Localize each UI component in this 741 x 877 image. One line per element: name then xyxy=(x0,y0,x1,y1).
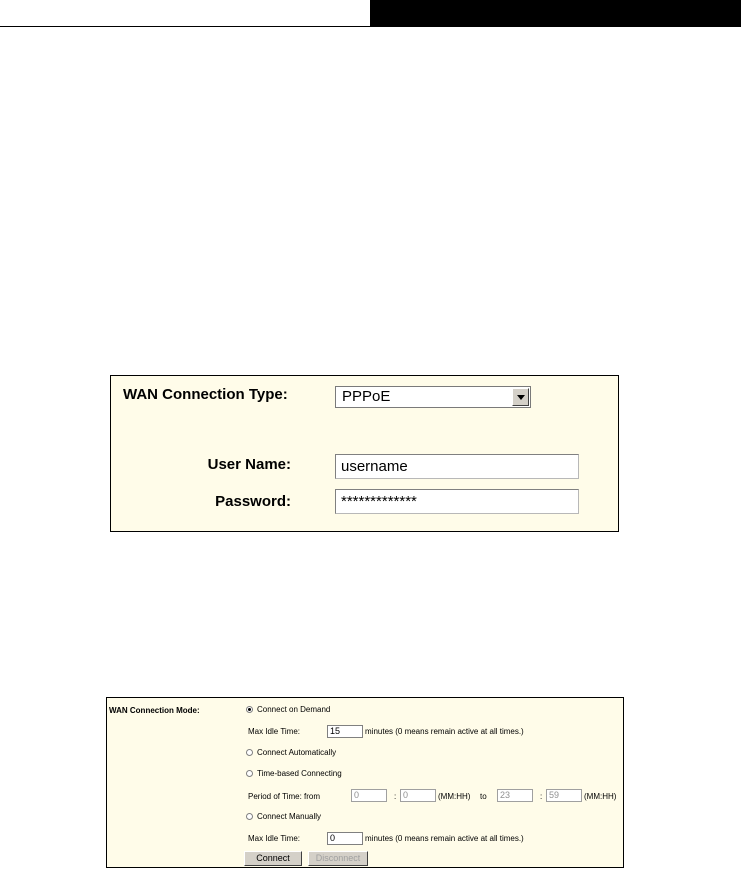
password-label: Password: xyxy=(215,493,291,510)
from-mmhh-label: (MM:HH) xyxy=(438,792,471,801)
from-colon: : xyxy=(394,792,397,801)
wan-connection-mode-label: WAN Connection Mode: xyxy=(109,706,200,715)
pppoe-settings-panel xyxy=(110,375,619,532)
header-bar xyxy=(370,0,741,26)
option-connect-on-demand-label: Connect on Demand xyxy=(257,705,331,714)
radio-connect-on-demand[interactable] xyxy=(246,706,253,713)
to-minute-input[interactable]: 59 xyxy=(546,789,582,802)
to-colon: : xyxy=(540,792,543,801)
wan-connection-type-label: WAN Connection Type: xyxy=(123,386,288,403)
minutes-note-manual: minutes (0 means remain active at all times.) xyxy=(365,834,524,843)
max-idle-time-label-manual: Max Idle Time: xyxy=(248,834,301,843)
max-idle-time-input-demand[interactable]: 15 xyxy=(327,725,363,738)
dropdown-arrow-icon[interactable] xyxy=(512,388,529,406)
user-name-input[interactable]: username xyxy=(335,454,579,479)
radio-time-based-connecting[interactable] xyxy=(246,770,253,777)
to-hour-input[interactable]: 23 xyxy=(497,789,533,802)
option-connect-automatically-label: Connect Automatically xyxy=(257,748,337,757)
wan-connection-type-select[interactable] xyxy=(335,386,531,408)
disconnect-button[interactable]: Disconnect xyxy=(308,851,368,866)
connect-button[interactable]: Connect xyxy=(244,851,302,866)
wan-connection-mode-panel xyxy=(106,697,624,868)
option-connect-manually-label: Connect Manually xyxy=(257,812,322,821)
radio-connect-automatically[interactable] xyxy=(246,749,253,756)
wan-connection-type-value: PPPoE xyxy=(342,388,391,405)
user-name-label: User Name: xyxy=(207,456,291,473)
max-idle-time-input-manual[interactable]: 0 xyxy=(327,832,363,845)
radio-connect-manually[interactable] xyxy=(246,813,253,820)
from-hour-input[interactable]: 0 xyxy=(351,789,387,802)
to-mmhh-label: (MM:HH) xyxy=(584,792,617,801)
max-idle-time-label: Max Idle Time: xyxy=(248,727,301,736)
password-input[interactable]: ************* xyxy=(335,489,579,514)
minutes-note: minutes (0 means remain active at all times.) xyxy=(365,727,524,736)
from-minute-input[interactable]: 0 xyxy=(400,789,436,802)
period-of-time-label: Period of Time: from xyxy=(248,792,321,801)
header-rule xyxy=(0,26,741,27)
option-time-based-label: Time-based Connecting xyxy=(257,769,342,778)
to-label: to xyxy=(480,792,487,801)
